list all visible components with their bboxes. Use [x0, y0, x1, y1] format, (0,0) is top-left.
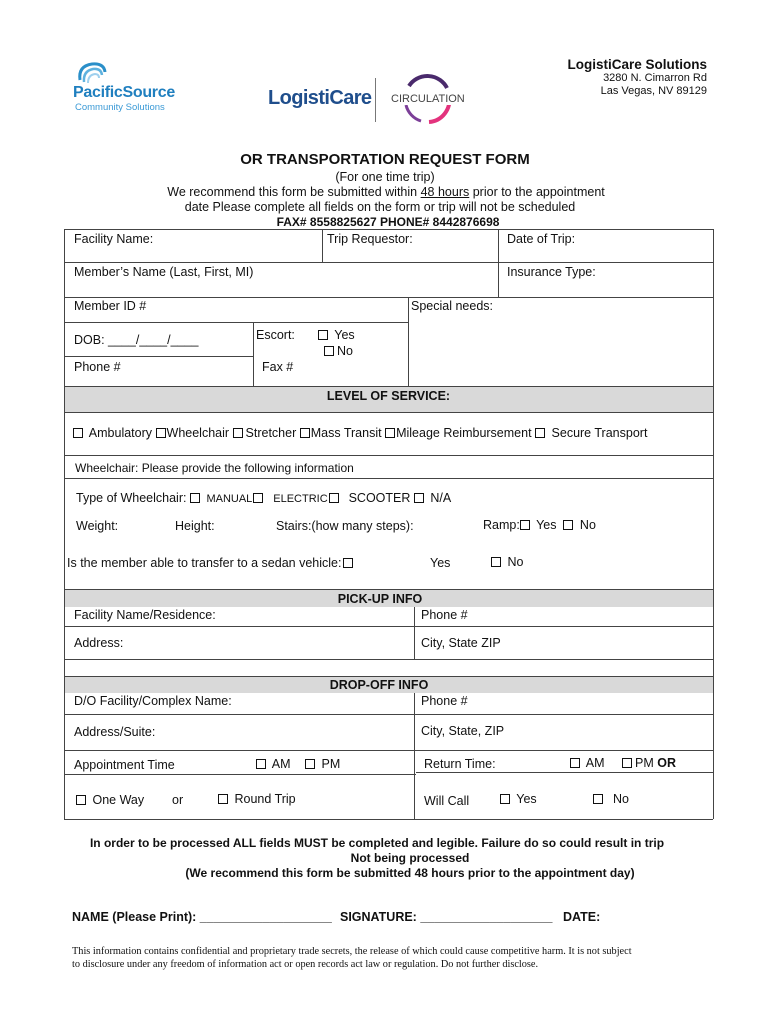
will-call-no-option[interactable]: No [593, 792, 629, 806]
service-option-mass-transit[interactable]: Mass Transit [300, 426, 382, 440]
checkbox-icon[interactable] [156, 428, 166, 438]
dob-field[interactable]: DOB: ____/____/____ [74, 333, 199, 347]
form-subtitle: (For one time trip) [335, 170, 435, 184]
service-option-secure-transport[interactable]: Secure Transport [535, 426, 647, 440]
recommendation-line1: We recommend this form be submitted within 48 hours prior to the appointment [167, 185, 605, 199]
or-text: or [172, 793, 184, 807]
will-call-yes-option[interactable]: Yes [500, 792, 537, 806]
pacificsource-logo-name: PacificSource [73, 84, 175, 101]
checkbox-icon[interactable] [343, 558, 353, 568]
checkbox-icon[interactable] [256, 759, 266, 769]
special-needs-label: Special needs: [411, 299, 494, 313]
date-of-trip-label: Date of Trip: [507, 232, 576, 246]
escort-yes-option[interactable]: Yes [318, 328, 355, 342]
checkbox-icon[interactable] [520, 520, 530, 530]
wheelchair-type-label: Type of Wheelchair: [76, 491, 187, 505]
return-time-label: Return Time: [424, 757, 496, 771]
appointment-pm-option[interactable]: PM [305, 757, 340, 771]
fax-label: Fax # [262, 360, 294, 374]
wheelchair-type-electric[interactable]: ELECTRIC [252, 491, 327, 505]
checkbox-icon[interactable] [253, 493, 263, 503]
checkbox-icon[interactable] [491, 557, 501, 567]
checkbox-icon[interactable] [500, 794, 510, 804]
pacificsource-logo [73, 60, 188, 115]
return-am-option[interactable]: AM [570, 756, 605, 770]
dropoff-address-label: Address/Suite: [74, 725, 156, 739]
ramp-label: Ramp: [483, 518, 520, 532]
height-label: Height: [175, 519, 215, 533]
pickup-city-label: City, State ZIP [421, 636, 501, 650]
service-option-ambulatory[interactable]: Ambulatory [73, 426, 152, 440]
logisticare-logo: LogistiCare [268, 87, 372, 109]
wheelchair-type-na[interactable]: N/A [414, 491, 451, 505]
recommendation-line2: date Please complete all fields on the form or trip will not be scheduled [184, 200, 576, 214]
checkbox-icon[interactable] [414, 493, 424, 503]
checkbox-icon[interactable] [305, 759, 315, 769]
checkbox-icon[interactable] [76, 795, 86, 805]
member-id-label: Member ID # [74, 299, 147, 313]
wheelchair-type-scooter[interactable]: SCOOTER [328, 491, 411, 505]
round-trip-option[interactable]: Round Trip [218, 792, 296, 806]
circulation-logo [385, 72, 475, 128]
pickup-heading: PICK-UP INFO [337, 592, 423, 606]
trip-requestor-label: Trip Requestor: [327, 232, 413, 246]
logo-divider [375, 78, 376, 122]
service-option-stretcher[interactable]: Stretcher [233, 426, 297, 440]
recommendation-48-hours: 48 hours [420, 185, 470, 199]
transfer-no-option[interactable]: No [491, 555, 523, 569]
dropoff-facility-label: D/O Facility/Complex Name: [74, 694, 232, 708]
checkbox-icon[interactable] [329, 493, 339, 503]
dropoff-city-label: City, State, ZIP [421, 724, 505, 738]
ramp-yes-option[interactable]: Yes [520, 518, 557, 532]
facility-name-label: Facility Name: [74, 232, 154, 246]
notice-line2: Not being processed [350, 851, 470, 865]
checkbox-icon[interactable] [190, 493, 200, 503]
ramp-row [483, 518, 596, 532]
checkbox-icon[interactable] [385, 428, 395, 438]
pickup-facility-label: Facility Name/Residence: [74, 608, 216, 622]
appointment-am-option[interactable]: AM [256, 757, 291, 771]
disclaimer-line2: to disclosure under any freedom of information act or open records act law or regulation. Do not further disclose. [72, 959, 539, 970]
circulation-logo-text: CIRCULATION [391, 93, 465, 105]
notice-line3: (We recommend this form be submitted 48 hours prior to the appointment day) [185, 866, 635, 880]
return-pm-option[interactable]: PM OR [622, 756, 676, 770]
pickup-address-label: Address: [74, 636, 124, 650]
form-title: OR TRANSPORTATION REQUEST FORM [240, 151, 530, 168]
dropoff-heading: DROP-OFF INFO [329, 678, 429, 692]
wheelchair-type-row [76, 491, 451, 505]
pacificsource-logo-tagline: Community Solutions [75, 102, 165, 113]
appointment-time-label: Appointment Time [74, 758, 175, 772]
checkbox-icon[interactable] [563, 520, 573, 530]
checkbox-icon[interactable] [73, 428, 83, 438]
one-way-option[interactable]: One Way [76, 793, 144, 807]
transfer-yes-option[interactable]: Yes [430, 556, 451, 570]
service-option-mileage-reimbursement[interactable]: Mileage Reimbursement [385, 426, 531, 440]
checkbox-icon[interactable] [300, 428, 310, 438]
stairs-label: Stairs:(how many steps): [276, 519, 414, 533]
service-option-wheelchair[interactable]: Wheelchair [156, 426, 230, 440]
signature-field[interactable]: SIGNATURE: ___________________ [340, 910, 553, 924]
checkbox-icon[interactable] [535, 428, 545, 438]
escort-label: Escort: [256, 328, 295, 342]
disclaimer-line1: This information contains confidential and proprietary trade secrets, the release of which could cause competitive harm. It is not subject [72, 946, 632, 957]
fax-phone-line: FAX# 8558825627 PHONE# 8442876698 [276, 215, 500, 229]
checkbox-icon[interactable] [318, 330, 328, 340]
notice-line1: In order to be processed ALL fields MUST be completed and legible. Failure do so could result in trip [89, 836, 665, 850]
name-print-field[interactable]: NAME (Please Print): ___________________ [72, 910, 332, 924]
will-call-label: Will Call [424, 794, 470, 808]
weight-label: Weight: [76, 519, 119, 533]
escort-no-option[interactable]: No [324, 344, 353, 358]
company-name: LogistiCare Solutions [567, 57, 707, 72]
checkbox-icon[interactable] [233, 428, 243, 438]
checkbox-icon[interactable] [324, 346, 334, 356]
insurance-type-label: Insurance Type: [507, 265, 596, 279]
transfer-question: Is the member able to transfer to a sedan vehicle: [67, 556, 356, 570]
ramp-no-option[interactable]: No [563, 518, 595, 532]
checkbox-icon[interactable] [218, 794, 228, 804]
company-address-line2: Las Vegas, NV 89129 [600, 85, 707, 97]
checkbox-icon[interactable] [622, 758, 632, 768]
checkbox-icon[interactable] [570, 758, 580, 768]
company-address-line1: 3280 N. Cimarron Rd [603, 72, 707, 84]
pickup-phone-label: Phone # [421, 608, 468, 622]
wheelchair-type-manual[interactable]: MANUAL [190, 491, 252, 505]
level-of-service-heading: LEVEL OF SERVICE: [326, 389, 451, 403]
service-options [73, 426, 647, 440]
checkbox-icon[interactable] [593, 794, 603, 804]
date-field[interactable]: DATE: [563, 910, 601, 924]
members-name-label: Member’s Name (Last, First, MI) [74, 265, 254, 279]
wheelchair-heading: Wheelchair: Please provide the following information [75, 461, 354, 475]
dropoff-phone-label: Phone # [421, 694, 468, 708]
phone-label: Phone # [74, 360, 121, 374]
